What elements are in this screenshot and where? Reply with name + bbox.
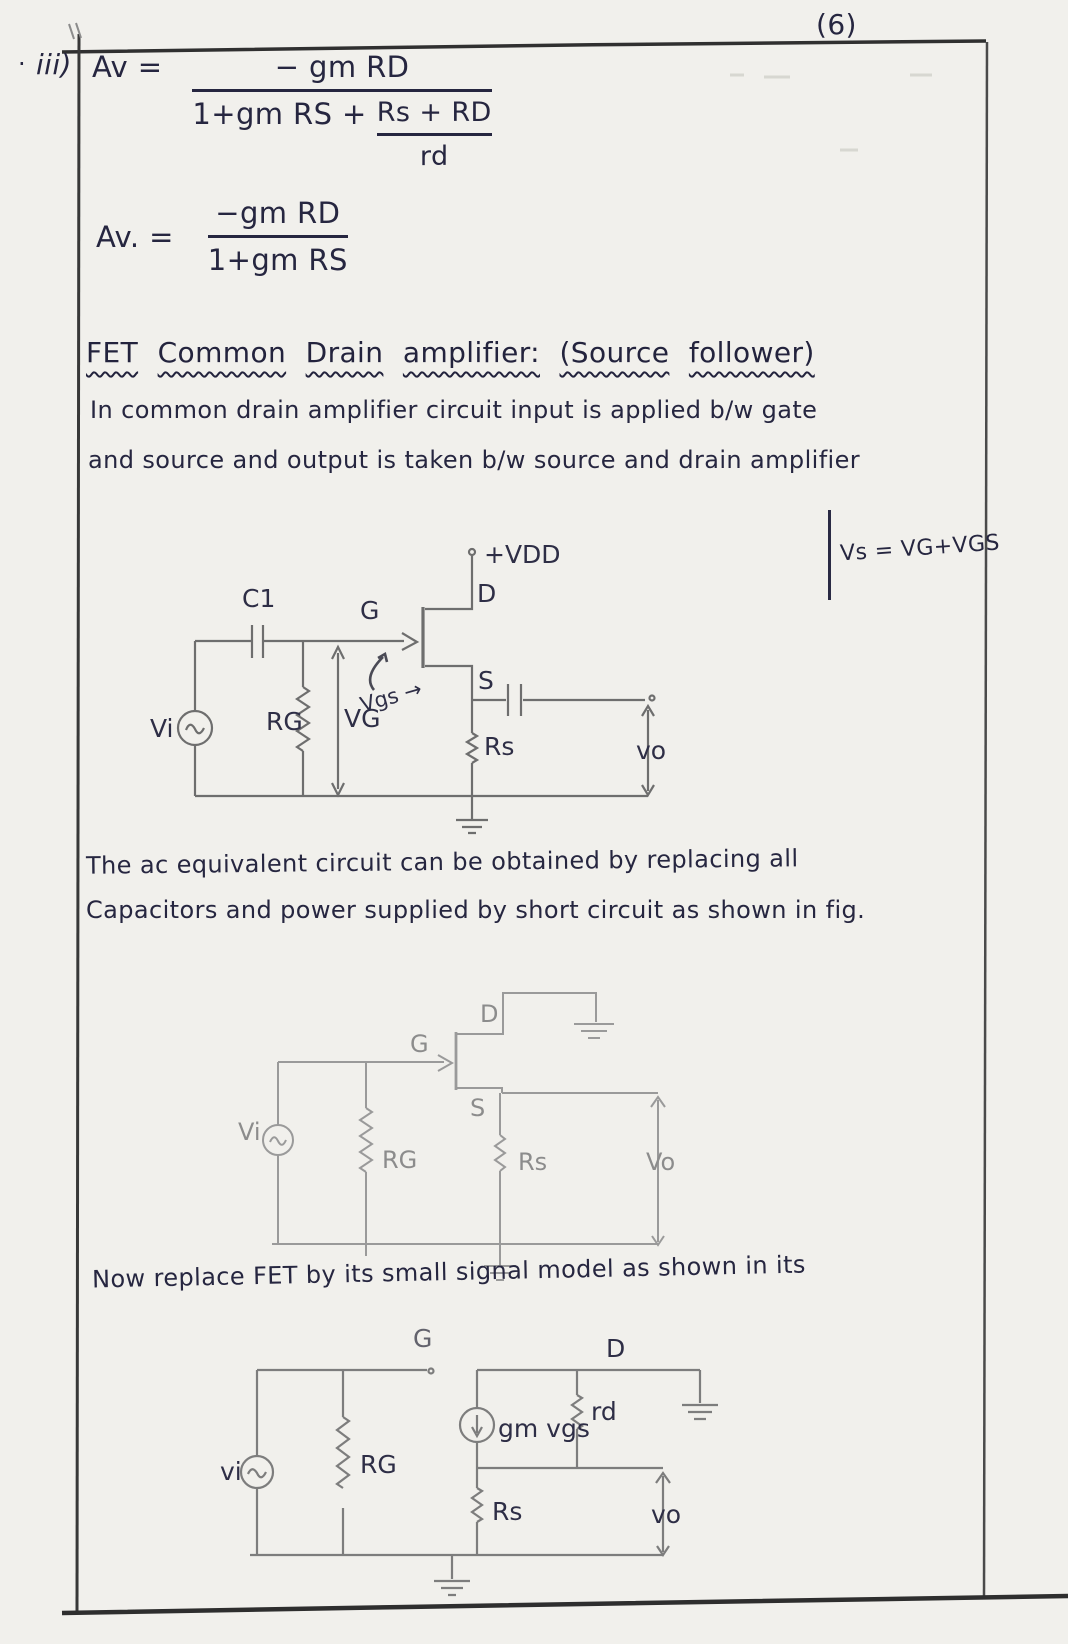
heading-word: FET (86, 336, 139, 369)
sine-glyph (248, 1469, 266, 1477)
gain-formula-full (92, 50, 492, 172)
ground-icon (574, 1024, 614, 1038)
label-rs: Rs (484, 732, 515, 761)
drain-wire (457, 993, 596, 1034)
resistor-rs (472, 1488, 482, 1522)
label-gm-vgs: gm vgs (498, 1414, 590, 1443)
label-rd: rd (591, 1397, 617, 1426)
label-vi: vi (220, 1457, 242, 1486)
heading-word: amplifier: (402, 336, 540, 369)
label-vg: VG (344, 704, 381, 733)
heading-word: (Source (559, 336, 670, 369)
formula2-lhs: Av. = (96, 219, 174, 254)
label-rg: RG (360, 1450, 397, 1479)
label-vo: vo (651, 1500, 682, 1529)
label-gate: G (410, 1030, 429, 1058)
label-c1: C1 (242, 584, 276, 613)
formula1-lhs: Av = (92, 50, 163, 84)
formula2-numerator: −gm RD (215, 196, 341, 230)
list-bullet: · (18, 50, 27, 78)
side-note-rule (828, 510, 831, 600)
heading-word: Drain (305, 336, 384, 369)
output-terminal-dot (650, 696, 655, 701)
source-wire (456, 1088, 502, 1093)
gate-arrowhead (402, 633, 417, 650)
label-rg: RG (382, 1146, 418, 1174)
label-drain: D (477, 579, 497, 608)
formula1-den-prefix: 1+gm RS + (192, 97, 367, 131)
label-rs: Rs (492, 1497, 523, 1526)
sine-glyph (186, 725, 204, 734)
vgs-curved-arrow (370, 654, 387, 690)
circuit2-ac-equivalent (200, 960, 680, 1300)
label-drain: D (606, 1334, 626, 1363)
item-marker: iii) (36, 48, 72, 81)
heading-word: Common (157, 336, 287, 369)
label-vi: Vi (238, 1118, 261, 1146)
label-vi: Vi (150, 714, 174, 743)
paragraph2-line1: The ac equivalent circuit can be obtained by replacing all (85, 844, 799, 880)
page-number: (6) (816, 8, 857, 41)
formula2-denominator: 1+gm RS (207, 243, 348, 277)
label-drain: D (480, 1000, 499, 1028)
label-gate: G (360, 596, 380, 625)
label-vgs: Vgs → (357, 676, 425, 718)
capacitor-c1 (252, 625, 263, 658)
formula1-nested-fraction (377, 97, 492, 172)
label-rg: RG (266, 707, 303, 736)
source-wire (425, 666, 472, 700)
resistor-rg (337, 1417, 349, 1488)
resistor-rg (360, 1108, 372, 1172)
paragraph1-line2: and source and output is taken b/w source and drain amplifier (88, 446, 861, 474)
nested-denominator: rd (419, 141, 449, 172)
resistor-rs (467, 733, 477, 763)
paragraph1-line1: In common drain amplifier circuit input is applied b/w gate (90, 396, 818, 424)
section-heading (86, 336, 829, 369)
side-note-equation: Vs = VG+VGS (839, 530, 1001, 567)
label-vo: Vo (646, 1148, 676, 1176)
label-vdd: +VDD (484, 540, 561, 569)
formula1-numerator: − gm RD (274, 50, 410, 84)
vdd-terminal-dot (469, 549, 475, 555)
circuit3-small-signal-model (220, 1295, 820, 1625)
label-gate: G (413, 1324, 433, 1353)
ground-icon (456, 820, 488, 833)
paragraph3-line1: Now replace FET by its small signal model as shown in its (91, 1250, 807, 1294)
paragraph2-line2: Capacitors and power supplied by short circuit as shown in fig. (86, 896, 866, 924)
sine-glyph (270, 1137, 286, 1145)
label-rs: Rs (518, 1148, 548, 1176)
gate-terminal-dot (429, 1369, 434, 1374)
coupling-capacitor (508, 684, 521, 716)
formula1-fraction (192, 50, 491, 172)
fraction-bar (208, 235, 348, 238)
label-vo: vo (636, 736, 667, 765)
vg-measure-arrow (332, 647, 344, 795)
ghost-smudge (730, 75, 932, 150)
label-source: S (470, 1094, 486, 1122)
formula2-fraction (208, 196, 348, 277)
nested-numerator: Rs + RD (376, 97, 492, 128)
fraction-bar (192, 89, 491, 92)
current-arrow-down (472, 1415, 482, 1436)
ground-icon (434, 1555, 470, 1595)
fraction-bar (377, 133, 492, 136)
resistor-rs (495, 1135, 505, 1171)
drain-wire (425, 556, 472, 609)
circuit1-common-drain-amplifier (140, 495, 720, 840)
gain-formula-simplified (96, 196, 348, 277)
label-source: S (478, 666, 494, 695)
heading-word: follower) (688, 336, 815, 369)
ground-icon (682, 1405, 718, 1419)
